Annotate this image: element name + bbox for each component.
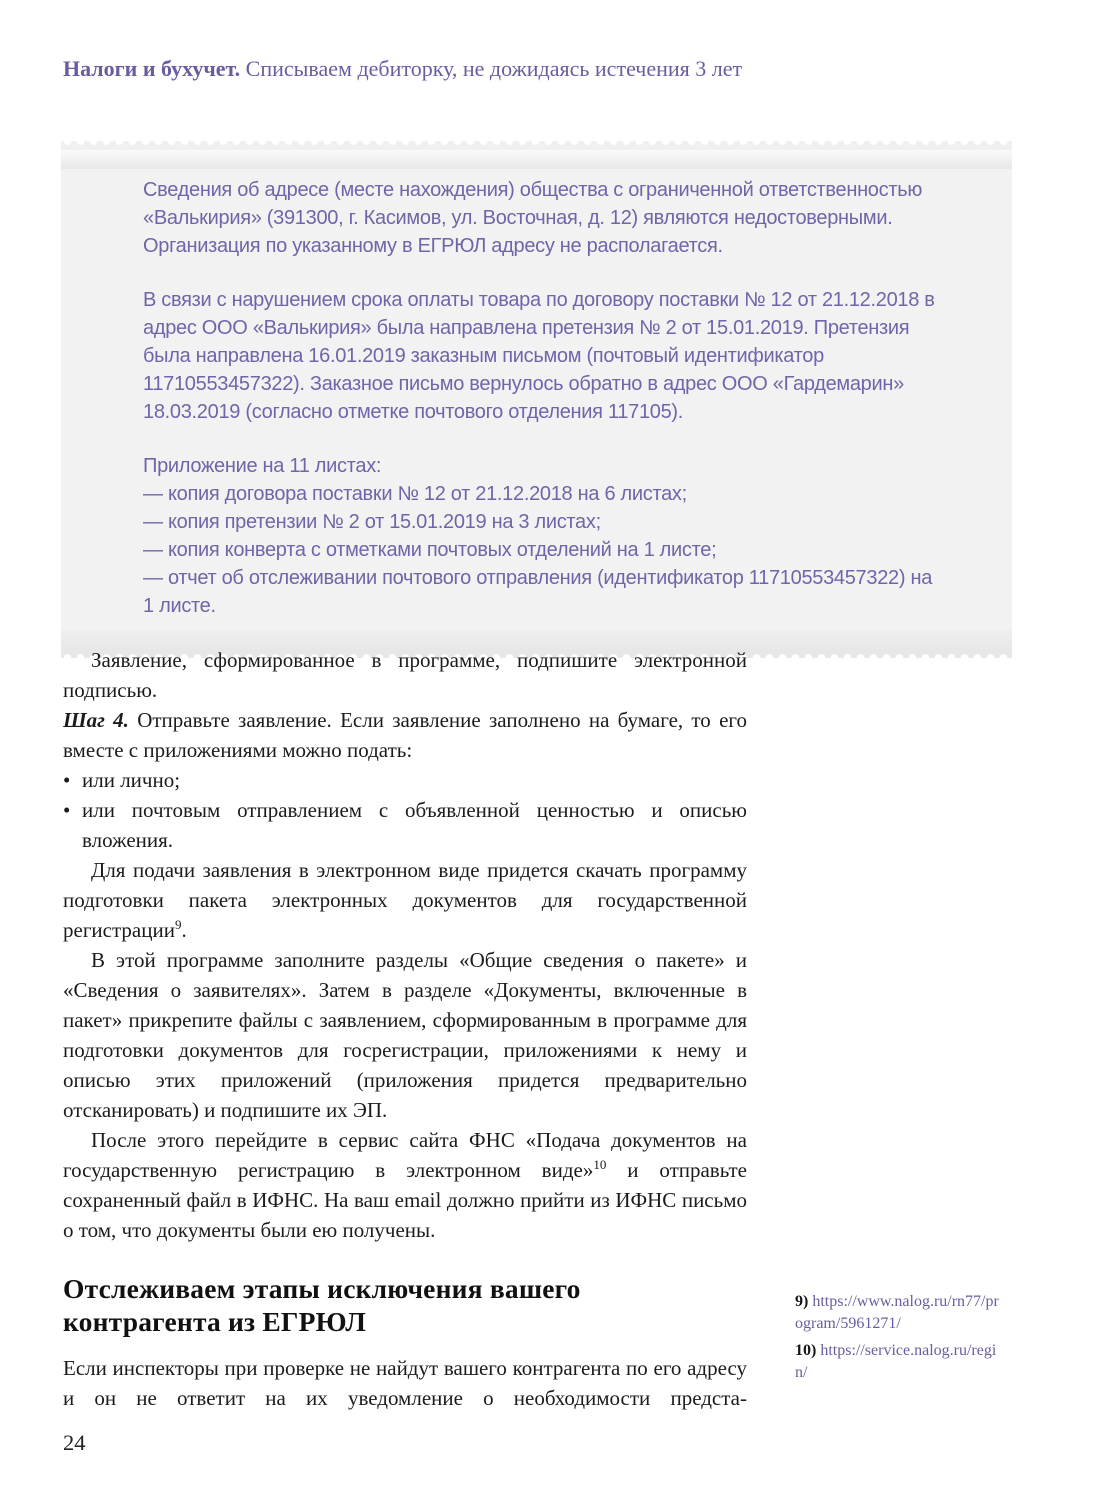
article-body (63, 645, 747, 1413)
running-head (63, 56, 1023, 82)
excerpt-paragraph: Сведения об адресе (месте нахождения) общества с ограниченной ответственностью «Валькирия» (391300, г. Касимов, ул. Восточная, д. 12) являются недостоверными. Организация по указанному в ЕГРЮЛ адресу не располагается. (143, 179, 923, 257)
footnote-marker-10: 10 (593, 1157, 607, 1172)
footnote-10-link[interactable]: https://service.nalog.ru/regin/ (795, 1342, 997, 1381)
paragraph-program: В этой программе заполните разделы «Общие сведения о пакете» и «Сведения о заявителях». Затем в разделе «Документы, включенные в пакет» прикрепите файлы с заявлением, сформированным в программе для подготовки документов для госрегистрации, приложениями к нему и описью этих приложений (приложения придется предварительно отсканировать) и подпишите их ЭП. (63, 948, 747, 1122)
footnote-9-link[interactable]: https://www.nalog.ru/rn77/program/5961271/ (795, 1293, 999, 1332)
attachment-item: — копия претензии № 2 от 15.01.2019 на 3 листах; (143, 511, 601, 533)
paragraph-step4 (63, 705, 747, 765)
magazine-section-title: Налоги и бухучет. (63, 56, 241, 81)
footnote-9-number: 9) (795, 1293, 813, 1310)
attachment-item: — отчет об отслеживании почтового отправления (идентификатор 11710553457322) на 1 листе. (143, 567, 933, 617)
paragraph-signature: Заявление, сформированное в программе, подпишите электронной подписью. (63, 648, 747, 702)
page-number: 24 (63, 1430, 86, 1455)
paragraph-fns-text: После этого перейдите в сервис сайта ФНС «Подача документов на государственную регистрацию в электронном виде» (63, 1128, 747, 1182)
attachment-intro: Приложение на 11 листах: (143, 455, 382, 477)
perforated-edge-top (61, 141, 1012, 150)
footnote-marker-9: 9 (174, 917, 182, 932)
paragraph-download-text: Для подачи заявления в электронном виде придется скачать программу подготовки пакета электронных документов для государственной регистрации (63, 858, 747, 942)
paragraph-download (63, 855, 747, 945)
step4-label: Шаг 4. (63, 708, 129, 732)
bullet-item: • или лично; (63, 765, 747, 795)
paragraph-fns-service (63, 1125, 747, 1245)
paragraph-fns-text-post: и отправьте сохраненный файл в ИФНС. На ваш email должно прийти из ИФНС письмо о том, что документы были ею получены. (63, 1158, 747, 1242)
bullet-item: • или почтовым отправлением с объявленной ценностью и описью вложения. (63, 795, 747, 855)
excerpt-box-content (61, 169, 1012, 630)
attachment-item: — копия конверта с отметками почтовых отделений на 1 листе; (143, 539, 717, 561)
excerpt-box-top-band (61, 150, 1012, 169)
document-excerpt-box (61, 141, 1012, 658)
excerpt-paragraph: В связи с нарушением срока оплаты товара по договору поставки № 12 от 21.12.2018 в адрес ООО «Валькирия» была направлена претензия № 2 от 15.01.2019. Претензия была направлена 16.01.2019 заказным письмом (почтовый идентификатор 11710553457322). Заказное письмо вернулось обратно в адрес ООО «Гардемарин» 18.03.2019 (согласно отметке почтового отделения 117105). (143, 289, 935, 423)
step4-text: Отправьте заявление. Если заявление заполнено на бумаге, то его вместе с приложениями можно подать: (63, 708, 747, 762)
paragraph-download-period: . (181, 918, 187, 942)
footnote-10-number: 10) (795, 1342, 821, 1359)
section-heading: Отслеживаем этапы исключения вашего контрагента из ЕГРЮЛ (63, 1273, 581, 1337)
footnotes (795, 1291, 1003, 1384)
footnote-9 (795, 1291, 1003, 1335)
footnote-10 (795, 1340, 1003, 1384)
paragraph-tracking: Если инспекторы при проверке не найдут вашего контрагента по его адресу и он не ответит на их уведомление о необходимости предста- (63, 1356, 747, 1410)
article-title: Списываем дебиторку, не дожидаясь истечения 3 лет (240, 56, 743, 81)
attachment-item: — копия договора поставки № 12 от 21.12.2018 на 6 листах; (143, 483, 687, 505)
